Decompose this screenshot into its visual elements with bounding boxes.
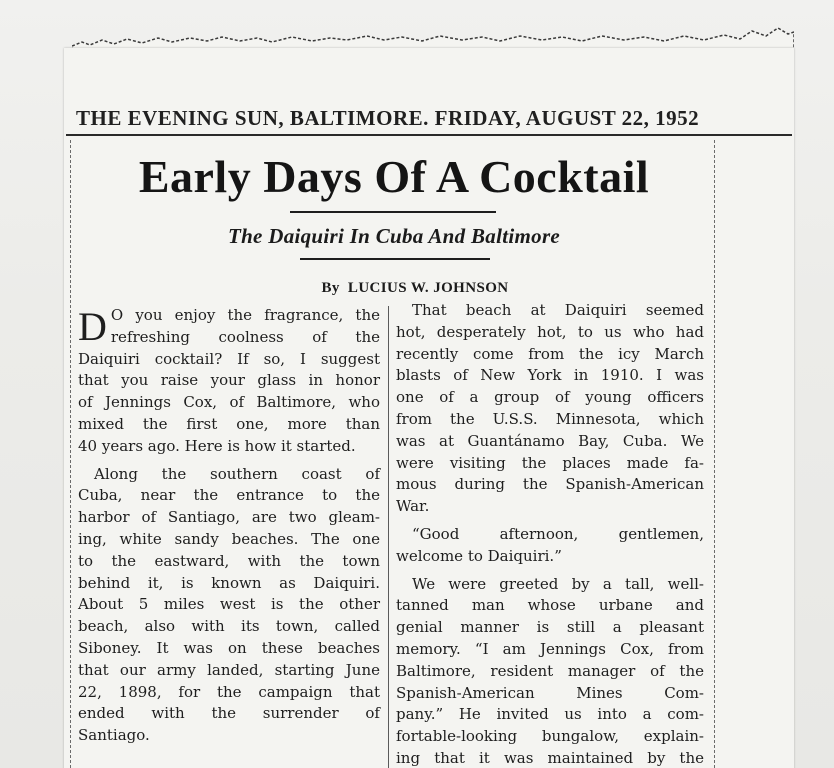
article-line: ing, white sandy beaches. The one [78, 529, 380, 548]
byline-author: LUCIUS W. JOHNSON [347, 280, 509, 296]
article-line: behind it, is known as Daiquiri. [78, 573, 380, 592]
article-line: of Jennings Cox, of Baltimore, who [78, 393, 380, 412]
article-line: Along the southern coast of [94, 464, 380, 483]
byline [250, 280, 580, 297]
article-line: War. [396, 497, 430, 516]
article-line: blasts of New York in 1910. I was [396, 366, 704, 385]
article-line: mixed the first one, more than [78, 414, 380, 433]
clipping-left-edge [70, 140, 72, 768]
article-line: one of a group of young officers [396, 388, 704, 407]
headline-rule [290, 211, 496, 213]
article-line: Spanish-American Mines Com- [396, 683, 704, 702]
article-line: pany.” He invited us into a com- [396, 705, 704, 724]
article-line: That beach at Daiquiri seemed [412, 301, 704, 319]
drop-cap: D [78, 304, 107, 349]
article-line: mous during the Spanish-American [396, 475, 704, 494]
article-line: recently come from the icy March [396, 344, 704, 363]
article-column-left [78, 305, 380, 747]
article-line: genial manner is still a pleasant [396, 618, 704, 637]
article-line: that you raise your glass in honor [78, 371, 380, 390]
article-line: was at Guantánamo Bay, Cuba. We [396, 431, 704, 450]
article-line: O you enjoy the fragrance, the [110, 306, 380, 324]
article-line: ing that it was maintained by the [396, 748, 704, 767]
article-line: 22, 1898, for the campaign that [78, 682, 380, 701]
clipping-right-edge [714, 140, 716, 768]
subhead-rule [300, 258, 490, 260]
article-line: welcome to Daiquiri.” [396, 546, 562, 565]
article-line: We were greeted by a tall, well- [412, 574, 704, 593]
subhead: The Daiquiri In Cuba And Baltimore [227, 224, 561, 248]
article-line: 40 years ago. Here is how it started. [78, 436, 356, 455]
article-line: refreshing coolness of the [110, 327, 380, 346]
article-line: from the U.S.S. Minnesota, which [396, 409, 704, 428]
article-line: to the eastward, with the town [78, 551, 380, 570]
masthead: THE EVENING SUN, BALTIMORE. FRIDAY, AUGUST 22, 1952 [76, 106, 700, 130]
article-line: hot, desperately hot, to us who had [396, 322, 704, 341]
article-line: About 5 miles west is the other [78, 595, 380, 614]
article-line: fortable-looking bungalow, explain- [396, 727, 704, 746]
article-line: Santiago. [78, 726, 150, 745]
article-line: that our army landed, starting June [78, 660, 380, 679]
article-line: harbor of Santiago, are two gleam- [78, 508, 380, 527]
column-divider [388, 306, 389, 768]
article-line: “Good afternoon, gentlemen, [412, 524, 704, 543]
headline: Early Days Of A Cocktail [138, 151, 650, 202]
byline-by: By [321, 280, 340, 296]
masthead-rule [66, 134, 792, 136]
article-column-right [396, 300, 704, 768]
article-line: Daiquiri cocktail? If so, I suggest [78, 349, 380, 368]
article-line: Baltimore, resident manager of the [396, 661, 704, 680]
article-line: memory. “I am Jennings Cox, from [396, 639, 704, 658]
article-line: tanned man whose urbane and [396, 596, 704, 615]
article-line: ended with the surrender of [78, 704, 380, 723]
article-line: Siboney. It was on these beaches [78, 638, 380, 657]
article-line: Cuba, near the entrance to the [78, 486, 380, 505]
article-line: beach, also with its town, called [78, 617, 380, 636]
article-line: were visiting the places made fa- [396, 453, 704, 472]
